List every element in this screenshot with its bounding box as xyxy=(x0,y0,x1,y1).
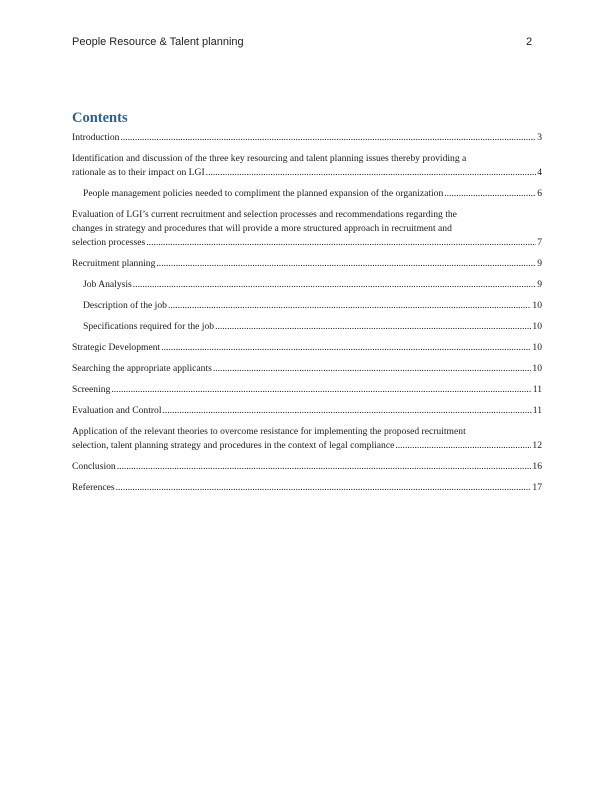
dot-leader xyxy=(161,341,531,355)
toc-entry-page-number: 10 xyxy=(532,300,542,311)
toc-entry-page-number: 7 xyxy=(537,237,542,248)
dot-leader xyxy=(120,131,536,145)
toc-entry-page-number: 10 xyxy=(532,321,542,332)
toc-entry[interactable] xyxy=(72,257,542,271)
toc-entry-text: Conclusion xyxy=(72,461,116,472)
toc-entry-page-number: 11 xyxy=(532,384,542,395)
toc-entry[interactable] xyxy=(72,320,542,334)
table-of-contents xyxy=(72,131,542,502)
toc-entry[interactable] xyxy=(72,460,542,474)
dot-leader xyxy=(117,460,532,474)
toc-entry[interactable] xyxy=(72,152,542,180)
toc-entry-text: Specifications required for the job xyxy=(83,321,215,332)
toc-entry[interactable] xyxy=(72,131,542,145)
running-header-page-number: 2 xyxy=(526,36,533,48)
toc-entry[interactable] xyxy=(72,481,542,495)
toc-entry-page-number: 17 xyxy=(532,482,542,493)
toc-entry-text: Strategic Development xyxy=(72,342,161,353)
toc-entry-page-number: 10 xyxy=(532,363,542,374)
toc-entry-page-number: 9 xyxy=(537,279,542,290)
dot-leader xyxy=(444,187,536,201)
toc-entry-page-number: 9 xyxy=(537,258,542,269)
toc-entry[interactable] xyxy=(72,278,542,292)
dot-leader xyxy=(395,439,531,453)
dot-leader xyxy=(206,166,537,180)
toc-entry[interactable] xyxy=(72,208,542,250)
toc-entry-page-number: 4 xyxy=(537,167,542,178)
toc-entry[interactable] xyxy=(72,187,542,201)
toc-entry[interactable] xyxy=(72,362,542,376)
toc-entry-text: Screening xyxy=(72,384,111,395)
toc-entry-text: selection, talent planning strategy and procedures in the context of legal compliance xyxy=(72,440,395,451)
dot-leader xyxy=(133,278,536,292)
toc-entry-page-number: 10 xyxy=(532,342,542,353)
dot-leader xyxy=(163,404,532,418)
toc-entry-text: Evaluation of LGI’s current recruitment and selection processes and recommendations regarding the xyxy=(72,209,457,220)
toc-entry-text: Evaluation and Control xyxy=(72,405,162,416)
toc-entry-text: Description of the job xyxy=(83,300,167,311)
dot-leader xyxy=(215,320,531,334)
toc-entry-text: Recruitment planning xyxy=(72,258,156,269)
toc-entry-page-number: 12 xyxy=(532,440,542,451)
toc-entry[interactable] xyxy=(72,383,542,397)
toc-entry[interactable] xyxy=(72,425,542,453)
toc-entry-text: References xyxy=(72,482,115,493)
running-header-title: People Resource & Talent planning xyxy=(72,36,244,48)
toc-entry[interactable] xyxy=(72,299,542,313)
toc-entry-text: selection processes xyxy=(72,237,146,248)
toc-entry-page-number: 16 xyxy=(532,461,542,472)
dot-leader xyxy=(111,383,531,397)
dot-leader xyxy=(116,481,532,495)
toc-entry-text: Introduction xyxy=(72,132,120,143)
toc-entry[interactable] xyxy=(72,341,542,355)
toc-entry-page-number: 11 xyxy=(532,405,542,416)
toc-entry[interactable] xyxy=(72,404,542,418)
toc-entry-page-number: 3 xyxy=(537,132,542,143)
dot-leader xyxy=(213,362,532,376)
toc-entry-text: People management policies needed to compliment the planned expansion of the organization xyxy=(83,188,444,199)
toc-entry-text: changes in strategy and procedures that will provide a more structured approach in recruitment and xyxy=(72,223,452,234)
toc-entry-text: rationale as to their impact on LGI xyxy=(72,167,205,178)
toc-entry-text: Identification and discussion of the three key resourcing and talent planning issues thereby providing a xyxy=(72,153,467,164)
dot-leader xyxy=(156,257,536,271)
dot-leader xyxy=(146,236,536,250)
toc-entry-page-number: 6 xyxy=(537,188,542,199)
toc-heading: Contents xyxy=(72,110,128,126)
toc-entry-text: Job Analysis xyxy=(83,279,132,290)
toc-entry-text: Application of the relevant theories to overcome resistance for implementing the proposed recruitment xyxy=(72,426,466,437)
toc-entry-text: Searching the appropriate applicants xyxy=(72,363,212,374)
dot-leader xyxy=(168,299,531,313)
